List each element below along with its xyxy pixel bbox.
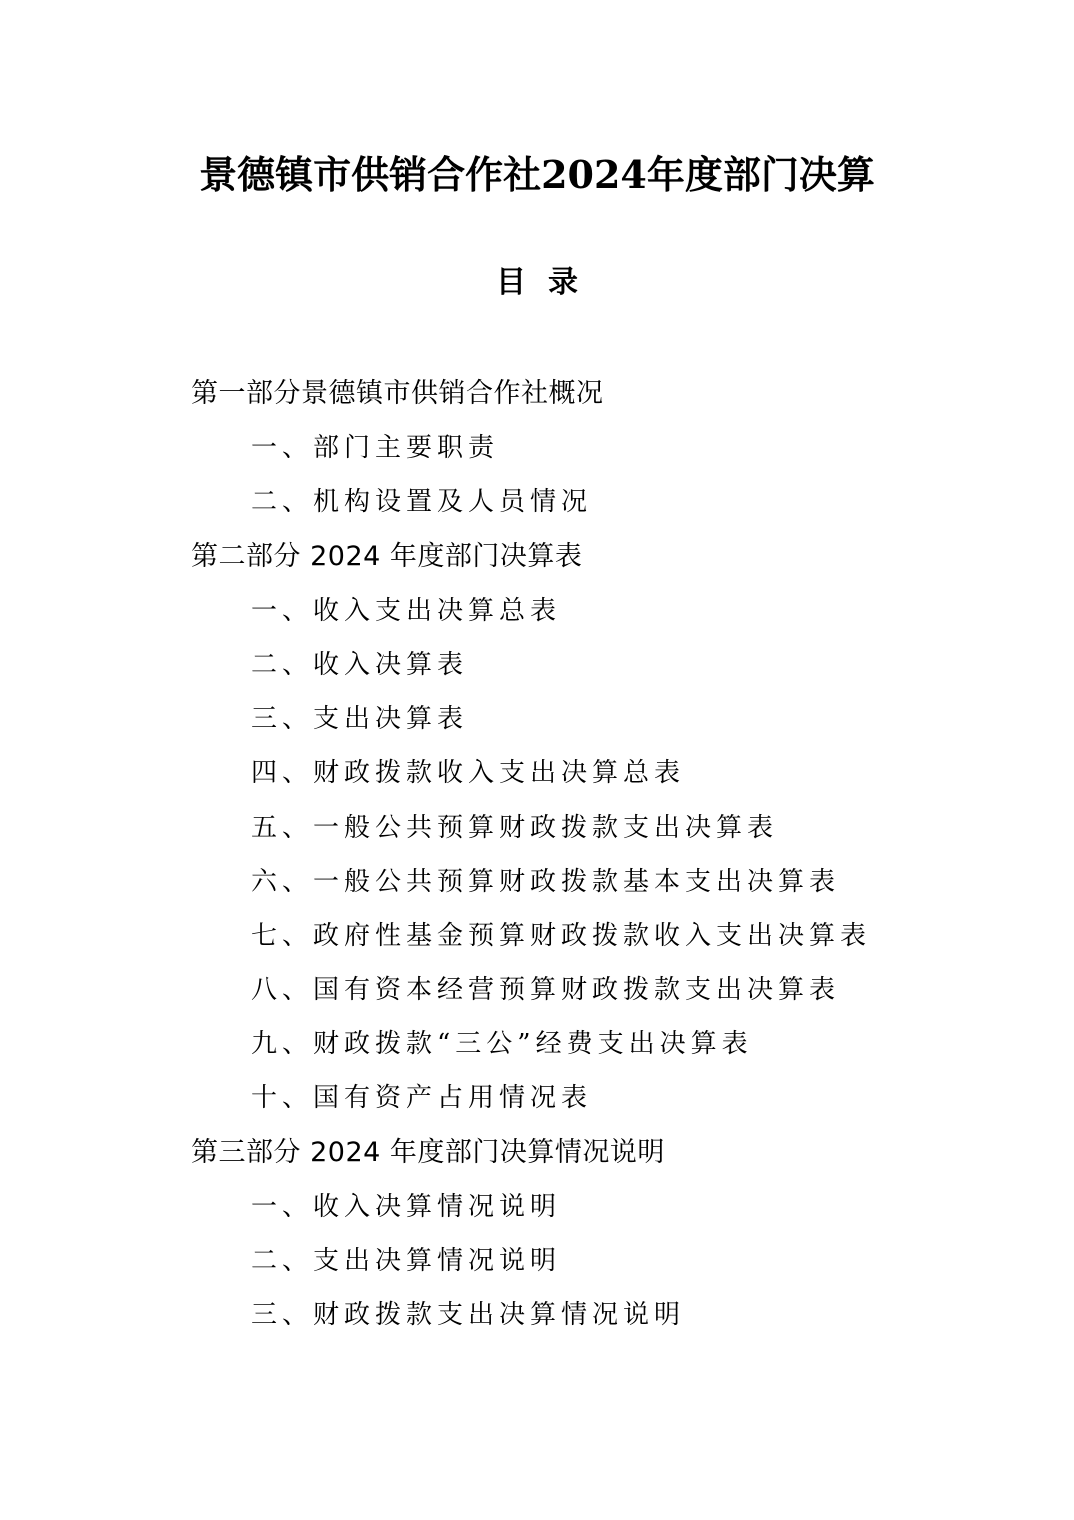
toc-entry: 五、一般公共预算财政拨款支出决算表 xyxy=(251,812,779,843)
toc-entry: 三、财政拨款支出决算情况说明 xyxy=(251,1300,686,1331)
toc-part-3: 第三部分 2024 年度部门决算情况说明 xyxy=(191,1136,665,1168)
toc-entry: 七、政府性基金预算财政拨款收入支出决算表 xyxy=(251,920,872,951)
toc-entry: 三、支出决算表 xyxy=(251,704,469,735)
toc-part-1: 第一部分景德镇市供销合作社概况 xyxy=(191,378,604,409)
document-title: 景德镇市供销合作社2024年度部门决算 xyxy=(199,152,875,197)
toc-entry: 八、国有资本经营预算财政拨款支出决算表 xyxy=(251,975,841,1006)
toc-part-2: 第二部分 2024 年度部门决算表 xyxy=(191,540,583,572)
table-of-contents xyxy=(0,367,1074,1342)
toc-entry: 一、部门主要职责 xyxy=(251,433,500,464)
toc-entry: 一、收入决算情况说明 xyxy=(251,1191,562,1222)
toc-entry: 一、收入支出决算总表 xyxy=(251,595,562,626)
toc-heading: 目录 xyxy=(496,265,600,300)
toc-entry: 四、财政拨款收入支出决算总表 xyxy=(251,758,686,789)
toc-entry: 十、国有资产占用情况表 xyxy=(251,1083,593,1114)
toc-entry: 二、机构设置及人员情况 xyxy=(251,487,593,518)
toc-entry: 六、一般公共预算财政拨款基本支出决算表 xyxy=(251,866,841,897)
toc-entry: 二、收入决算表 xyxy=(251,649,469,680)
toc-entry: 九、财政拨款“三公”经费支出决算表 xyxy=(251,1029,753,1060)
toc-entry: 二、支出决算情况说明 xyxy=(251,1246,562,1276)
